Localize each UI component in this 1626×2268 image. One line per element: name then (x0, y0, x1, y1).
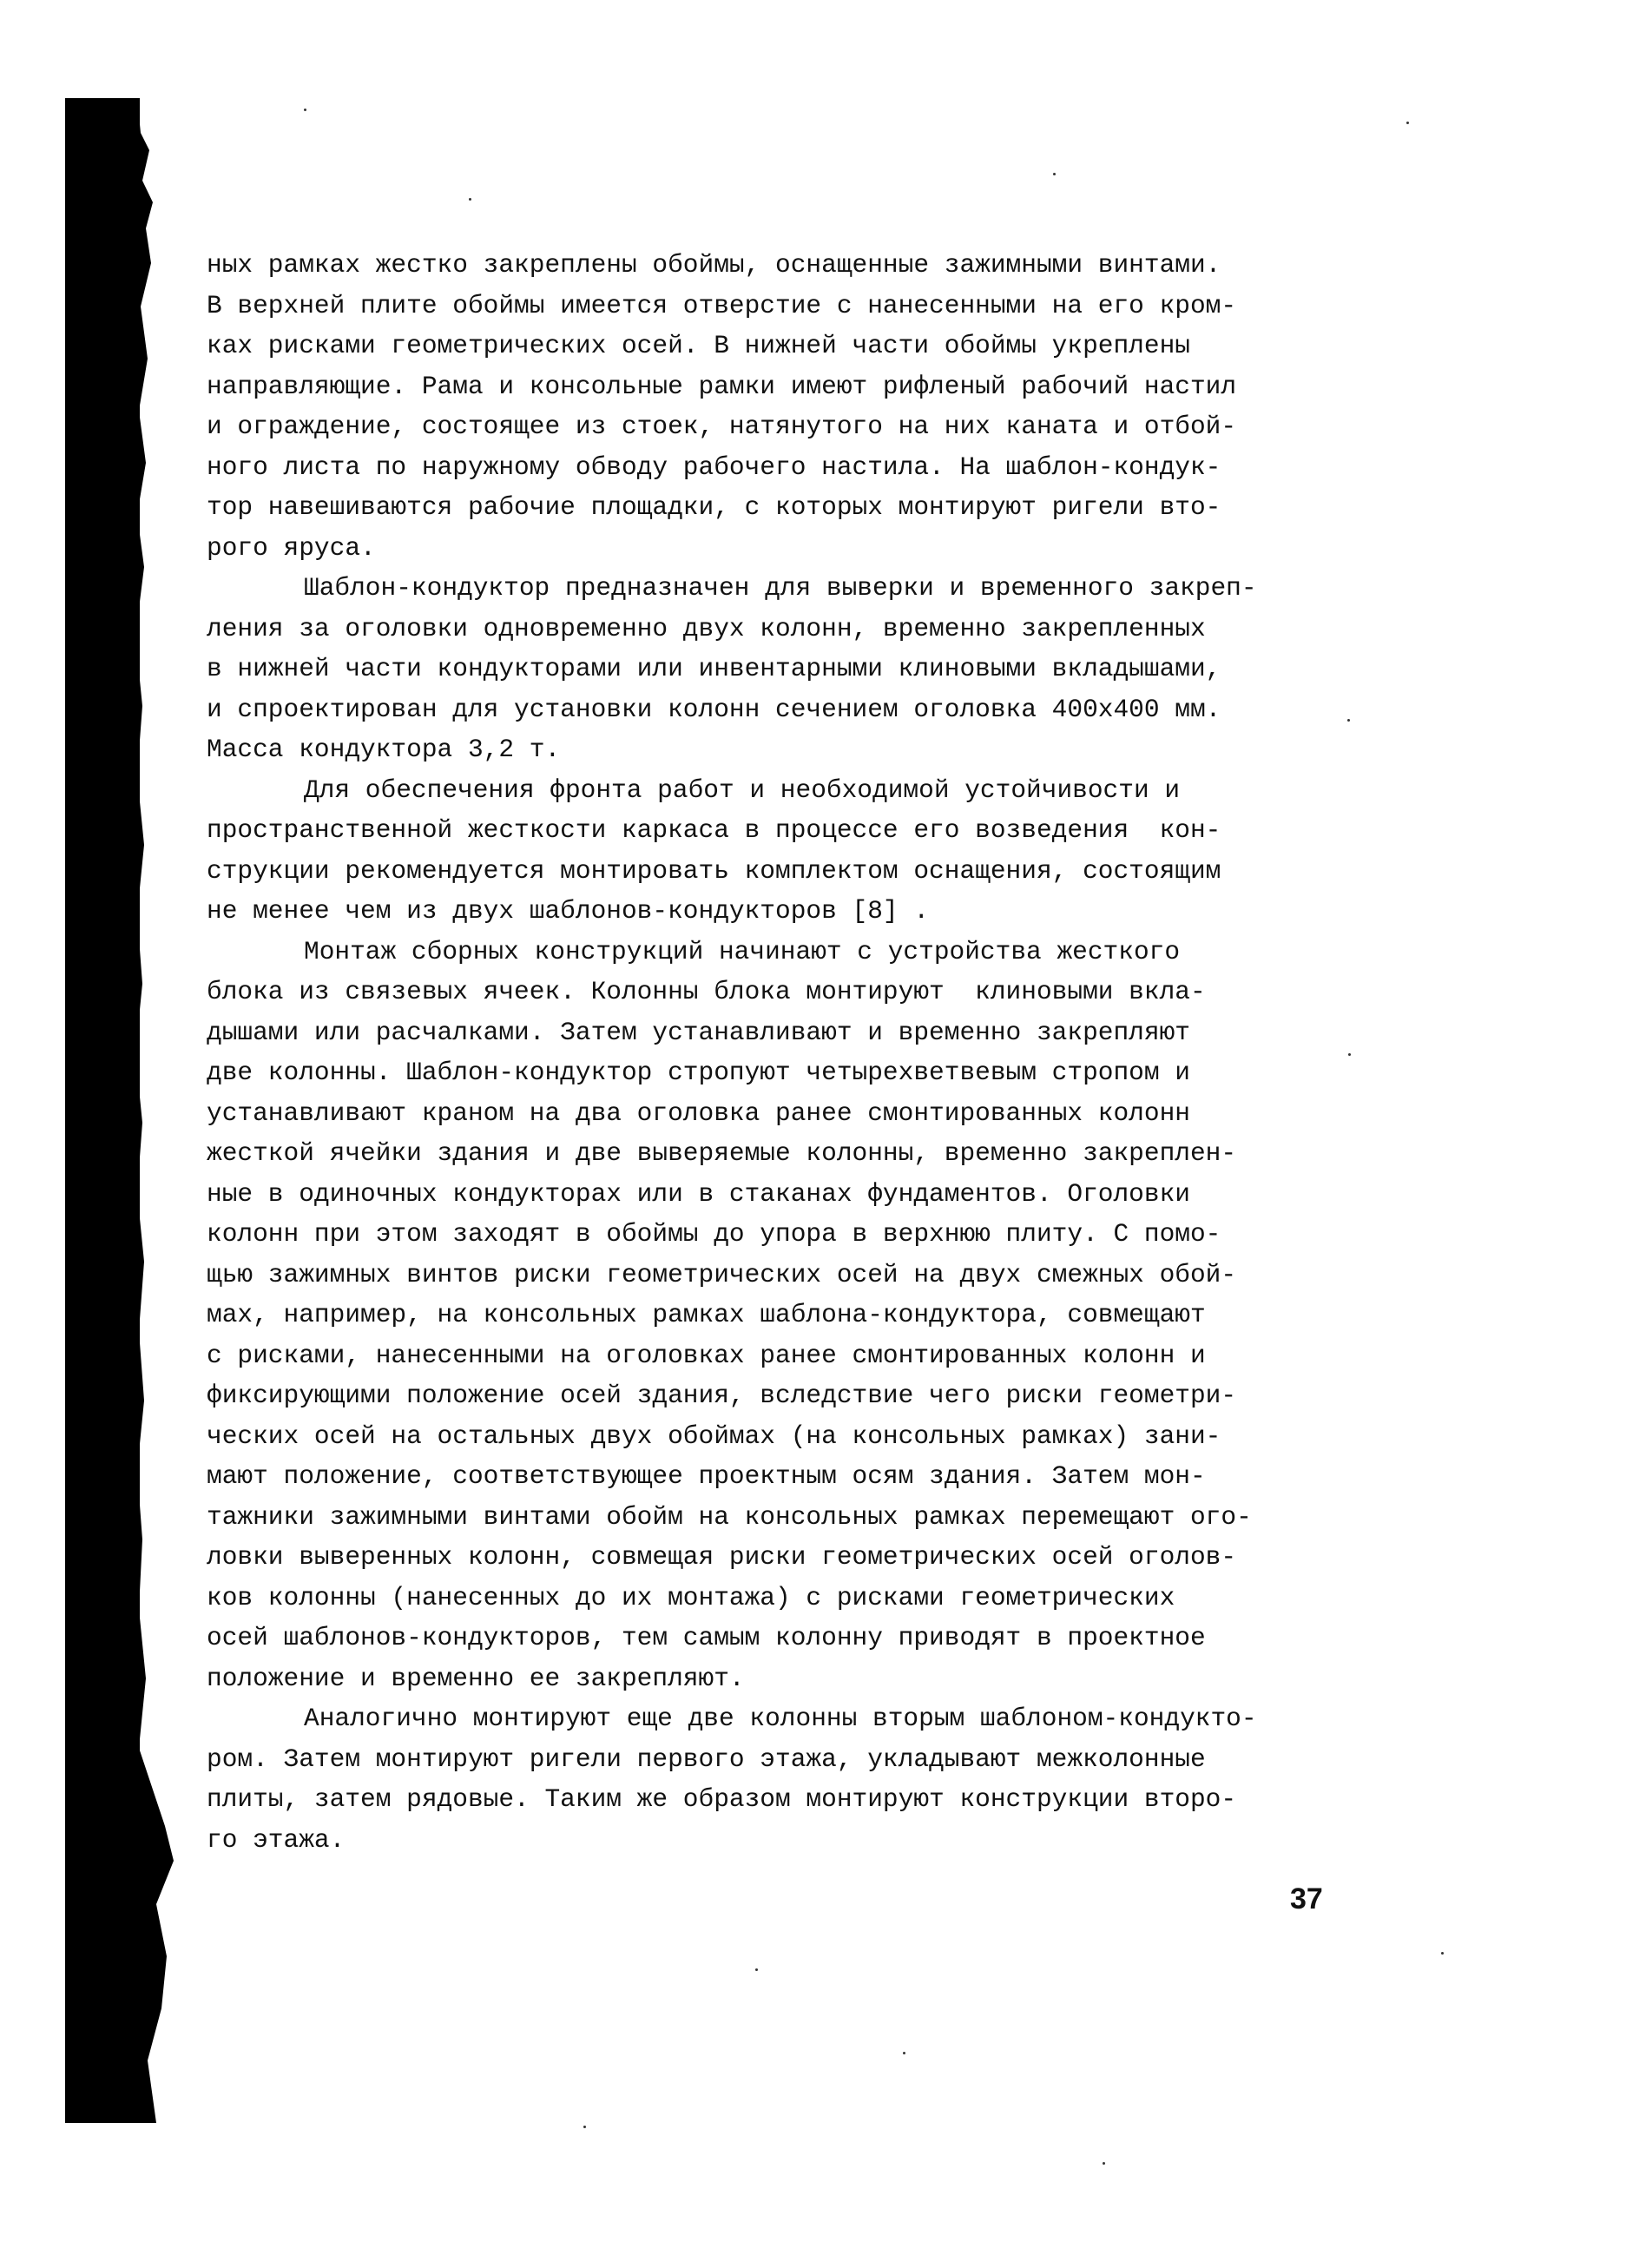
paragraph (207, 932, 1370, 1699)
text-line: го этажа. (207, 1824, 346, 1855)
text-line: и спроектирован для установки колонн сечением оголовка 400х400 мм. (207, 694, 1221, 724)
text-line: струкции рекомендуется монтировать комплектом оснащения, состоящим (207, 855, 1221, 886)
text-line: в нижней части кондукторами или инвентарными клиновыми вкладышами, (207, 654, 1221, 683)
paragraph (207, 770, 1370, 932)
text-line: и ограждение, состоящее из стоек, натянутого на них каната и отбой- (207, 412, 1237, 441)
text-line: Монтаж сборных конструкций начинают с устройства жесткого (304, 936, 1181, 966)
scan-speck (583, 2126, 586, 2128)
text-line: с рисками, нанесенными на оголовках ранее смонтированных колонн и (207, 1340, 1206, 1370)
text-line: Аналогично монтируют еще две колонны вторым шаблоном-кондукто- (304, 1704, 1257, 1733)
scan-speck (304, 109, 306, 111)
text-line: ловки выверенных колонн, совмещая риски геометрических осей оголов- (207, 1542, 1237, 1572)
text-line: положение и временно ее закрепляют. (207, 1663, 745, 1693)
text-line: мают положение, соответствующее проектным осям здания. Затем мон- (207, 1461, 1206, 1491)
text-line: ных рамках жестко закреплены обоймы, оснащенные зажимными винтами. (207, 250, 1221, 280)
scan-speck (755, 1968, 758, 1971)
scan-speck (1103, 2162, 1105, 2165)
text-line: В верхней плите обоймы имеется отверстие с нанесенными на его кром- (207, 290, 1237, 320)
scan-edge-shadow (65, 98, 140, 2123)
text-line: колонн при этом заходят в обоймы до упора в верхнюю плиту. С помо- (207, 1219, 1221, 1249)
text-line: не менее чем из двух шаблонов-кондукторов [8] . (207, 896, 930, 926)
scan-speck (469, 198, 471, 201)
body-text (207, 245, 1370, 1860)
text-line: Масса кондуктора 3,2 т. (207, 735, 561, 764)
text-line: ления за оголовки одновременно двух колонн, временно закрепленных (207, 613, 1206, 643)
scan-speck (1053, 173, 1056, 175)
text-line: две колонны. Шаблон-кондуктор стропуют четырехветвевым стропом и (207, 1058, 1190, 1087)
text-line: устанавливают краном на два оголовка ранее смонтированных колонн (207, 1098, 1190, 1128)
text-line: ные в одиночных кондукторах или в стаканах фундаментов. Оголовки (207, 1178, 1190, 1209)
text-line: рого яруса. (207, 532, 376, 563)
text-line: дышами или расчалками. Затем устанавливают и временно закрепляют (207, 1017, 1190, 1047)
text-line: Шаблон-кондуктор предназначен для выверки и временного закреп- (304, 573, 1257, 603)
page-number: 37 (1290, 1882, 1323, 1915)
text-line: ного листа по наружному обводу рабочего настила. На шаблон-кондук- (207, 452, 1221, 482)
scan-edge-ragged-border (130, 98, 217, 2123)
text-line: ков колонны (нанесенных до их монтажа) с рисками геометрических (207, 1582, 1175, 1612)
text-line: плиты, затем рядовые. Таким же образом монтируют конструкции второ- (207, 1784, 1237, 1814)
text-line: направляющие. Рама и консольные рамки имеют рифленый рабочий настил (207, 371, 1237, 401)
text-line: пространственной жесткости каркаса в процессе его возведения кон- (207, 815, 1221, 845)
text-line: ках рисками геометрических осей. В нижней части обоймы укреплены (207, 331, 1190, 360)
paragraph (207, 568, 1370, 770)
text-line: блока из связевых ячеек. Колонны блока монтируют клиновыми вкла- (207, 977, 1206, 1006)
text-line: мах, например, на консольных рамках шаблона-кондуктора, совмещают (207, 1300, 1206, 1329)
text-line: фиксирующими положение осей здания, вследствие чего риски геометри- (207, 1381, 1237, 1410)
scan-speck (1406, 122, 1409, 124)
text-line: тажники зажимными винтами обойм на консольных рамках перемещают ого- (207, 1501, 1252, 1532)
text-line: тор навешиваются рабочие площадки, с которых монтируют ригели вто- (207, 492, 1221, 522)
text-line: ром. Затем монтируют ригели первого этажа, укладывают межколонные (207, 1744, 1206, 1774)
text-line: щью зажимных винтов риски геометрических осей на двух смежных обой- (207, 1259, 1237, 1289)
scan-speck (903, 2052, 905, 2054)
paragraph (207, 245, 1370, 568)
paragraph (207, 1698, 1370, 1860)
text-line: ческих осей на остальных двух обоймах (на консольных рамках) зани- (207, 1421, 1221, 1451)
scan-speck (1441, 1952, 1444, 1955)
text-line: осей шаблонов-кондукторов, тем самым колонну приводят в проектное (207, 1623, 1206, 1652)
text-line: Для обеспечения фронта работ и необходимой устойчивости и (304, 775, 1181, 805)
text-line: жесткой ячейки здания и две выверяемые колонны, временно закреплен- (207, 1138, 1237, 1168)
